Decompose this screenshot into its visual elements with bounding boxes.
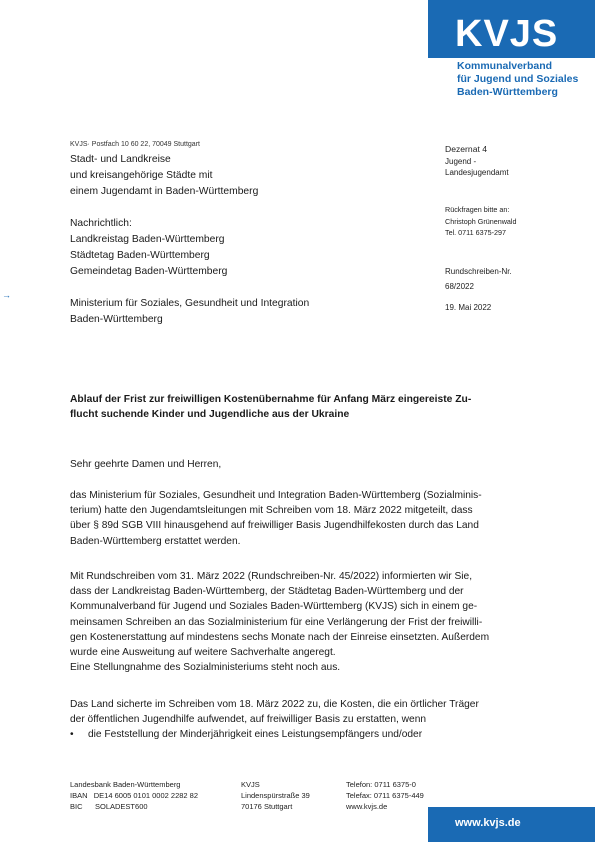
text-line: meinsamen Schreiben an das Sozialministerium für eine Verlängerung der Frist der freiwilli- <box>70 616 483 628</box>
ministry-line: Ministerium für Soziales, Gesundheit und Integration <box>70 298 310 309</box>
text-line: der öffentlichen Jugendhilfe aufwendet, auf freiwilliger Basis zu erstatten, wenn <box>70 714 427 726</box>
text-line: Kommunalverband für Jugend und Soziales Baden-Württemberg (KVJS) sich in einem ge- <box>70 601 478 613</box>
footer-line: KVJS <box>241 780 260 789</box>
footer-line: Landesbank Baden-Württemberg <box>70 780 181 789</box>
footer-line: BIC SOLADEST600 <box>70 802 148 811</box>
text-line: Mit Rundschreiben vom 31. März 2022 (Rundschreiben-Nr. 45/2022) informierten wir Sie, <box>70 571 473 582</box>
recipient-line: Stadt- und Landkreise <box>70 154 171 165</box>
salutation: Sehr geehrte Damen und Herren, <box>70 459 222 470</box>
circular-block <box>445 264 585 294</box>
cc-line: Landkreistag Baden-Württemberg <box>70 234 225 245</box>
text-line: das Ministerium für Soziales, Gesundheit und Integration Baden-Württemberg (Sozialminis- <box>70 490 482 501</box>
footer-line: 70176 Stuttgart <box>241 802 293 811</box>
text-line: Eine Stellungnahme des Sozialministeriums steht noch aus. <box>70 662 341 674</box>
department-line: Landesjugendamt <box>445 168 509 177</box>
letter-date: 19. Mai 2022 <box>445 303 492 312</box>
footer-bank <box>70 779 240 812</box>
footer-line: Telefon: 0711 6375-0 <box>346 780 416 789</box>
footer-line: IBAN DE14 6005 0101 0002 2282 82 <box>70 791 199 800</box>
ministry-line: Baden-Württemberg <box>70 314 163 325</box>
cc-label: Nachrichtlich: <box>70 218 132 229</box>
bullet-item: • die Feststellung der Minderjährigkeit eines Leistungsempfängers und/oder <box>70 727 510 742</box>
paragraph <box>70 697 510 743</box>
sender-line: KVJS· Postfach 10 60 22, 70049 Stuttgart <box>70 141 200 148</box>
arrow-right-icon: → <box>2 290 11 300</box>
logo-text <box>457 60 595 99</box>
recipient-line: und kreisangehörige Städte mit <box>70 170 213 181</box>
footer-line: Lindenspürstraße 39 <box>241 791 310 800</box>
cc-line: Städtetag Baden-Württemberg <box>70 250 210 261</box>
circular-number: 68/2022 <box>445 282 474 291</box>
footer-web-link[interactable]: www.kvjs.de <box>346 802 388 811</box>
ministry-block <box>70 296 400 328</box>
text-line: gen Kostenerstattung auf mindestens sechs Monate nach der Einreise einsetzten. Außerdem <box>70 631 490 643</box>
paragraph <box>70 569 510 675</box>
contact-name: Christoph Grünenwald <box>445 216 517 226</box>
recipient-line: einem Jugendamt in Baden-Württemberg <box>70 186 259 197</box>
subject-line: flucht suchende Kinder und Jugendliche aus der Ukraine <box>70 409 350 421</box>
contact-block <box>445 204 585 239</box>
department-line: Jugend - <box>445 156 477 166</box>
logo-line: für Jugend und Soziales <box>457 73 579 85</box>
department-line: Dezernat 4 <box>445 144 488 154</box>
logo-line: Kommunalverband <box>457 60 553 72</box>
department-block <box>445 144 585 179</box>
footer-url-link[interactable]: www.kvjs.de <box>455 817 521 829</box>
footer-address <box>241 779 341 812</box>
text-line: über § 89d SGB VIII hinausgehend auf freiwilliger Basis Jugendhilfekosten durch das Land <box>70 520 479 532</box>
footer-line: Telefax: 0711 6375-449 <box>346 791 424 800</box>
logo-mark: KVJS <box>455 13 559 55</box>
recipient-block <box>70 152 400 200</box>
contact-label: Rückfragen bitte an: <box>445 205 510 214</box>
contact-phone: Tel. 0711 6375-297 <box>445 228 507 237</box>
text-line: terium) hatte den Jugendamtsleitungen mit Schreiben vom 18. März 2022 mitgeteilt, dass <box>70 505 473 517</box>
subject <box>70 392 510 422</box>
paragraph <box>70 488 510 549</box>
cc-line: Gemeindetag Baden-Württemberg <box>70 266 228 277</box>
logo-line: Baden-Württemberg <box>457 86 558 98</box>
text-line: wurde eine Ausweitung auf weitere Sachverhalte angeregt. <box>70 647 336 659</box>
text-line: Das Land sicherte im Schreiben vom 18. März 2022 zu, die Kosten, die ein örtlicher Träger <box>70 699 479 710</box>
text-line: dass der Landkreistag Baden-Württemberg, der Städtetag Baden-Württemberg und der <box>70 586 464 598</box>
circular-label: Rundschreiben-Nr. <box>445 267 512 276</box>
cc-block <box>70 216 400 280</box>
text-line: Baden-Württemberg erstattet werden. <box>70 535 241 547</box>
bullet-list <box>70 727 510 742</box>
subject-line: Ablauf der Frist zur freiwilligen Kostenübernahme für Anfang März eingereiste Zu- <box>70 394 472 405</box>
